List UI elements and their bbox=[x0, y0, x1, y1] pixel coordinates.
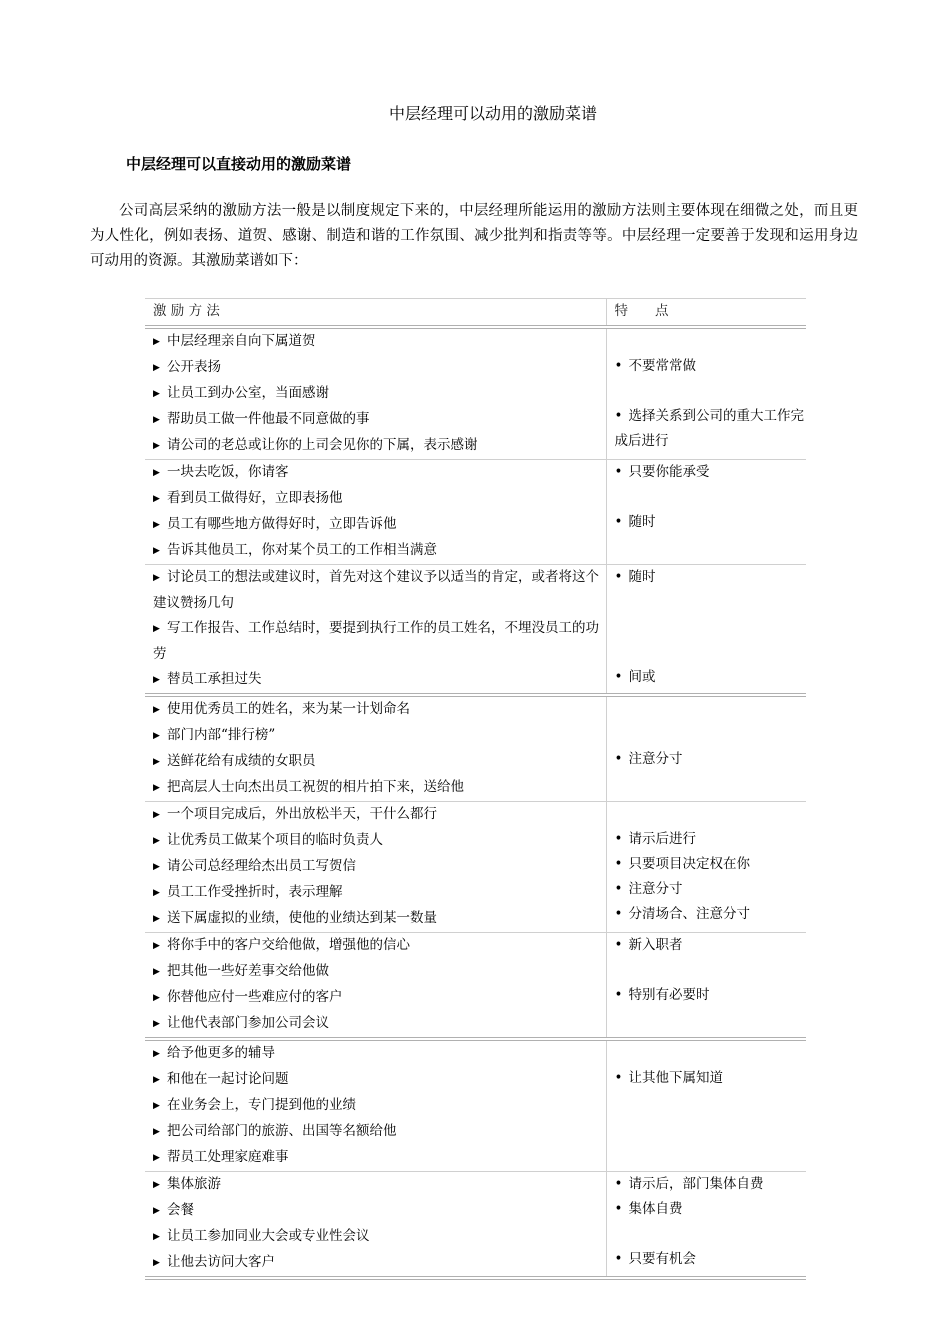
triangle-bullet-icon: ▶ bbox=[153, 1258, 160, 1268]
method-item: ▶ 让他代表部门参加公司会议 bbox=[153, 1011, 606, 1037]
method-item: ▶ 集体旅游 bbox=[153, 1172, 606, 1198]
features-cell bbox=[606, 327, 806, 460]
method-item: ▶ 和他在一起讨论问题 bbox=[153, 1067, 606, 1093]
features-cell bbox=[606, 933, 806, 1040]
feature-item: • 请示后，部门集体自费 bbox=[615, 1172, 806, 1197]
method-item: ▶ 把公司给部门的旅游、出国等名额给他 bbox=[153, 1119, 606, 1145]
feature-item: • 间或 bbox=[615, 665, 806, 690]
method-item: ▶ 请公司总经理给杰出员工写贺信 bbox=[153, 854, 606, 880]
features-cell bbox=[606, 695, 806, 802]
dot-bullet-icon: • bbox=[614, 569, 623, 585]
dot-bullet-icon: • bbox=[614, 358, 623, 374]
triangle-bullet-icon: ▶ bbox=[153, 1153, 160, 1163]
triangle-bullet-icon: ▶ bbox=[153, 757, 160, 767]
feature-item: • 只要你能承受 bbox=[615, 460, 806, 485]
table-row bbox=[145, 933, 806, 1040]
dot-bullet-icon: • bbox=[614, 464, 623, 480]
method-item: ▶ 送下属虚拟的业绩，使他的业绩达到某一数量 bbox=[153, 906, 606, 932]
method-item: ▶ 替员工承担过失 bbox=[153, 667, 606, 693]
features-cell bbox=[606, 802, 806, 933]
dot-bullet-icon: • bbox=[614, 514, 623, 530]
features-cell bbox=[606, 1172, 806, 1279]
triangle-bullet-icon: ▶ bbox=[153, 546, 160, 556]
feature-item: • 只要项目决定权在你 bbox=[615, 852, 806, 877]
page-title: 中层经理可以动用的激励菜谱 bbox=[388, 104, 597, 123]
triangle-bullet-icon: ▶ bbox=[153, 468, 160, 478]
methods-cell bbox=[145, 1172, 606, 1279]
triangle-bullet-icon: ▶ bbox=[153, 1049, 160, 1059]
header-features: 特 点 bbox=[606, 299, 806, 328]
method-item: ▶ 使用优秀员工的姓名，来为某一计划命名 bbox=[153, 697, 606, 723]
method-item: ▶ 帮员工处理家庭难事 bbox=[153, 1145, 606, 1171]
method-item: ▶ 一个项目完成后，外出放松半天，干什么都行 bbox=[153, 802, 606, 828]
triangle-bullet-icon: ▶ bbox=[153, 573, 160, 583]
features-cell bbox=[606, 460, 806, 565]
triangle-bullet-icon: ▶ bbox=[153, 888, 160, 898]
feature-item: • 让其他下属知道 bbox=[615, 1066, 806, 1091]
triangle-bullet-icon: ▶ bbox=[153, 836, 160, 846]
triangle-bullet-icon: ▶ bbox=[153, 1101, 160, 1111]
triangle-bullet-icon: ▶ bbox=[153, 967, 160, 977]
triangle-bullet-icon: ▶ bbox=[153, 993, 160, 1003]
methods-cell bbox=[145, 565, 606, 696]
triangle-bullet-icon: ▶ bbox=[153, 810, 160, 820]
dot-bullet-icon: • bbox=[614, 1176, 623, 1192]
table-row bbox=[145, 695, 806, 802]
method-item: ▶ 将你手中的客户交给他做，增强他的信心 bbox=[153, 933, 606, 959]
triangle-bullet-icon: ▶ bbox=[153, 1232, 160, 1242]
feature-item: • 选择关系到公司的重大工作完成后进行 bbox=[615, 404, 806, 454]
dot-bullet-icon: • bbox=[614, 987, 623, 1003]
triangle-bullet-icon: ▶ bbox=[153, 731, 160, 741]
method-item: ▶ 帮助员工做一件他最不同意做的事 bbox=[153, 407, 606, 433]
incentive-menu-table bbox=[145, 298, 806, 1280]
section-title: 中层经理可以直接动用的激励菜谱 bbox=[126, 155, 352, 173]
feature-item bbox=[615, 1222, 806, 1247]
feature-item: • 请示后进行 bbox=[615, 827, 806, 852]
feature-item: • 不要常常做 bbox=[615, 354, 806, 379]
method-item: ▶ 一块去吃饭，你请客 bbox=[153, 460, 606, 486]
triangle-bullet-icon: ▶ bbox=[153, 914, 160, 924]
method-item: ▶ 让他去访问大客户 bbox=[153, 1250, 606, 1276]
feature-item: • 新入职者 bbox=[615, 933, 806, 958]
method-item: ▶ 让员工到办公室，当面感谢 bbox=[153, 381, 606, 407]
table-header-row bbox=[145, 299, 806, 328]
feature-item bbox=[615, 329, 806, 354]
feature-item: • 只要有机会 bbox=[615, 1247, 806, 1272]
feature-item: • 随时 bbox=[615, 510, 806, 535]
dot-bullet-icon: • bbox=[614, 831, 623, 847]
dot-bullet-icon: • bbox=[614, 1070, 623, 1086]
dot-bullet-icon: • bbox=[614, 751, 623, 767]
triangle-bullet-icon: ▶ bbox=[153, 783, 160, 793]
method-item: ▶ 中层经理亲自向下属道贺 bbox=[153, 329, 606, 355]
methods-cell bbox=[145, 802, 606, 933]
triangle-bullet-icon: ▶ bbox=[153, 1075, 160, 1085]
feature-item: • 分清场合、注意分寸 bbox=[615, 902, 806, 927]
table-row bbox=[145, 802, 806, 933]
triangle-bullet-icon: ▶ bbox=[153, 1019, 160, 1029]
table-row bbox=[145, 327, 806, 460]
methods-cell bbox=[145, 695, 606, 802]
feature-item: • 注意分寸 bbox=[615, 747, 806, 772]
method-item: ▶ 请公司的老总或让你的上司会见你的下属，表示感谢 bbox=[153, 433, 606, 459]
triangle-bullet-icon: ▶ bbox=[153, 415, 160, 425]
feature-item bbox=[615, 379, 806, 404]
method-item: ▶ 让员工参加同业大会或专业性会议 bbox=[153, 1224, 606, 1250]
method-item: ▶ 公开表扬 bbox=[153, 355, 606, 381]
dot-bullet-icon: • bbox=[614, 856, 623, 872]
feature-item bbox=[615, 958, 806, 983]
triangle-bullet-icon: ▶ bbox=[153, 624, 160, 634]
methods-cell bbox=[145, 933, 606, 1040]
table-row bbox=[145, 460, 806, 565]
method-item: ▶ 会餐 bbox=[153, 1198, 606, 1224]
dot-bullet-icon: • bbox=[614, 408, 623, 424]
feature-item bbox=[615, 485, 806, 510]
dot-bullet-icon: • bbox=[614, 1201, 623, 1217]
triangle-bullet-icon: ▶ bbox=[153, 1206, 160, 1216]
method-item: ▶ 看到员工做得好，立即表扬他 bbox=[153, 486, 606, 512]
triangle-bullet-icon: ▶ bbox=[153, 1127, 160, 1137]
triangle-bullet-icon: ▶ bbox=[153, 1180, 160, 1190]
method-item: ▶ 员工工作受挫折时，表示理解 bbox=[153, 880, 606, 906]
feature-item bbox=[615, 1041, 806, 1066]
features-cell bbox=[606, 565, 806, 696]
methods-cell bbox=[145, 327, 606, 460]
triangle-bullet-icon: ▶ bbox=[153, 441, 160, 451]
method-item: ▶ 让优秀员工做某个项目的临时负责人 bbox=[153, 828, 606, 854]
intro-paragraph: 公司高层采纳的激励方法一般是以制度规定下来的，中层经理所能运用的激励方法则主要体现在细微之处，而且更为人性化，例如表扬、道贺、感谢、制造和谐的工作氛围、减少批判和指责等等。中层经理一定要善于发现和运用身边可动用的资源。其激励菜谱如下： bbox=[90, 203, 858, 269]
feature-item bbox=[615, 722, 806, 747]
method-item: ▶ 讨论员工的想法或建议时，首先对这个建议予以适当的肯定，或者将这个建议赞扬几句 bbox=[153, 565, 606, 616]
method-item: ▶ 把高层人士向杰出员工祝贺的相片拍下来，送给他 bbox=[153, 775, 606, 801]
triangle-bullet-icon: ▶ bbox=[153, 337, 160, 347]
method-item: ▶ 写工作报告、工作总结时，要提到执行工作的员工姓名，不埋没员工的功劳 bbox=[153, 616, 606, 667]
dot-bullet-icon: • bbox=[614, 881, 623, 897]
feature-item: • 注意分寸 bbox=[615, 877, 806, 902]
method-item: ▶ 送鲜花给有成绩的女职员 bbox=[153, 749, 606, 775]
method-item: ▶ 在业务会上，专门提到他的业绩 bbox=[153, 1093, 606, 1119]
table-row bbox=[145, 1039, 806, 1172]
feature-item: • 特别有必要时 bbox=[615, 983, 806, 1008]
table-row bbox=[145, 565, 806, 696]
method-item: ▶ 给予他更多的辅导 bbox=[153, 1041, 606, 1067]
triangle-bullet-icon: ▶ bbox=[153, 862, 160, 872]
triangle-bullet-icon: ▶ bbox=[153, 941, 160, 951]
method-item: ▶ 把其他一些好差事交给他做 bbox=[153, 959, 606, 985]
methods-cell bbox=[145, 460, 606, 565]
dot-bullet-icon: • bbox=[614, 906, 623, 922]
feature-item bbox=[615, 640, 806, 665]
methods-cell bbox=[145, 1039, 606, 1172]
features-cell bbox=[606, 1039, 806, 1172]
triangle-bullet-icon: ▶ bbox=[153, 520, 160, 530]
triangle-bullet-icon: ▶ bbox=[153, 494, 160, 504]
table-row bbox=[145, 1172, 806, 1279]
triangle-bullet-icon: ▶ bbox=[153, 389, 160, 399]
method-item: ▶ 部门内部“排行榜” bbox=[153, 723, 606, 749]
feature-item: • 集体自费 bbox=[615, 1197, 806, 1222]
triangle-bullet-icon: ▶ bbox=[153, 675, 160, 685]
feature-item: • 随时 bbox=[615, 565, 806, 590]
dot-bullet-icon: • bbox=[614, 669, 623, 685]
feature-item bbox=[615, 615, 806, 640]
feature-item bbox=[615, 590, 806, 615]
triangle-bullet-icon: ▶ bbox=[153, 705, 160, 715]
dot-bullet-icon: • bbox=[614, 1251, 623, 1267]
dot-bullet-icon: • bbox=[614, 937, 623, 953]
feature-item bbox=[615, 802, 806, 827]
method-item: ▶ 员工有哪些地方做得好时，立即告诉他 bbox=[153, 512, 606, 538]
header-methods: 激 励 方 法 bbox=[145, 299, 606, 328]
method-item: ▶ 你替他应付一些难应付的客户 bbox=[153, 985, 606, 1011]
feature-item bbox=[615, 697, 806, 722]
triangle-bullet-icon: ▶ bbox=[153, 363, 160, 373]
method-item: ▶ 告诉其他员工，你对某个员工的工作相当满意 bbox=[153, 538, 606, 564]
